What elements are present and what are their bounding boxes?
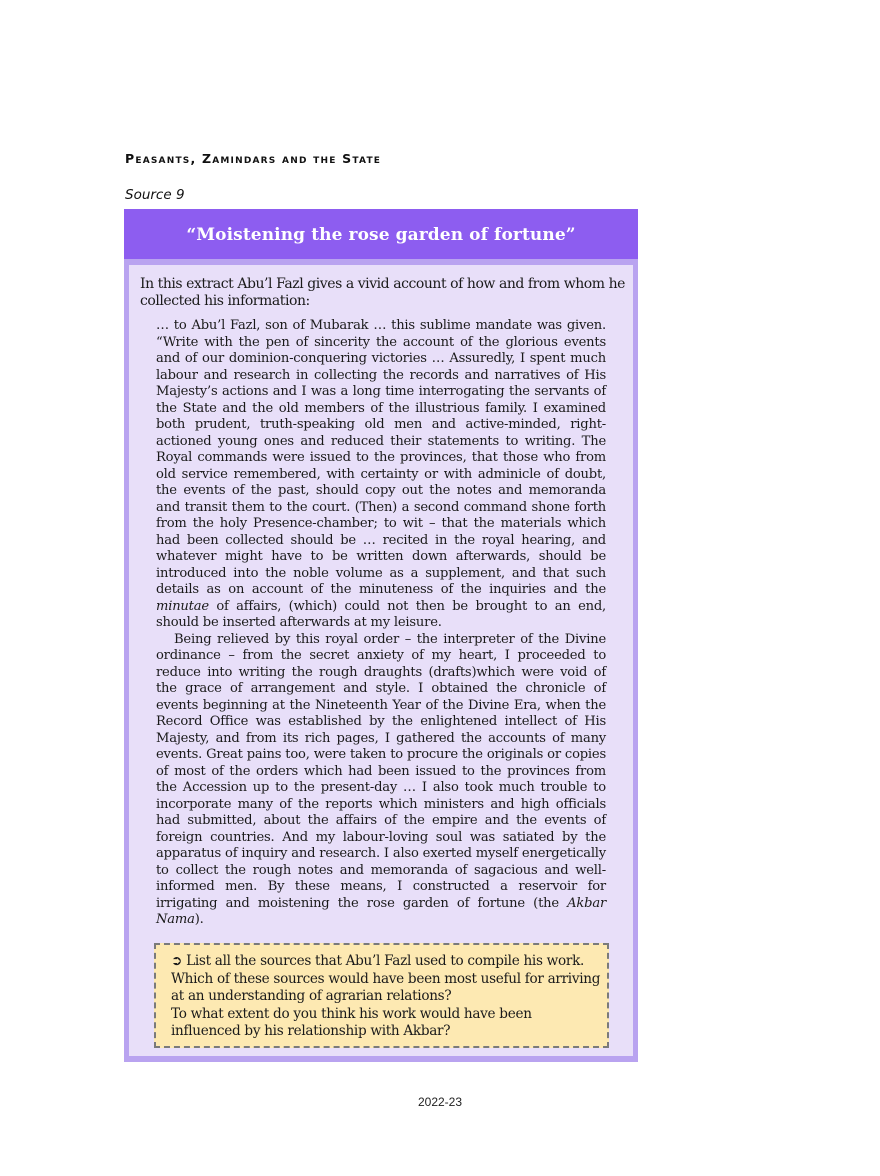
- intro-text: In this extract Abu’l Fazl gives a vivid account of how and from whom he collected his information:: [140, 276, 626, 309]
- source-box: [124, 209, 638, 1062]
- question-text: [171, 953, 601, 1041]
- emphasis-minutae: minutae: [156, 598, 209, 614]
- source-label: Source 9: [125, 187, 185, 203]
- arrow-icon: ➲: [171, 953, 183, 969]
- extract-paragraph-2: [156, 632, 606, 929]
- quoted-extract: [156, 318, 606, 929]
- paragraph-1-text-b: of affairs, (which) could not then be brought to an end, should be inserted afterwards at my leisure.: [156, 598, 607, 630]
- question-line-1: List all the sources that Abu’l Fazl used to compile his work. Which of these sources would have been most useful for arriving at an understanding of agrarian relations?: [171, 953, 601, 1004]
- running-head: Peasants, Zamindars and the State: [125, 151, 382, 166]
- emphasis-akbar-nama: Akbar Nama: [156, 895, 607, 927]
- question-line-2: To what extent do you think his work would have been influenced by his relationship with Akbar?: [171, 1005, 532, 1039]
- source-title: “Moistening the rose garden of fortune”: [124, 209, 638, 259]
- paragraph-2-text-b: ).: [194, 912, 204, 927]
- paragraph-2-text-a: Being relieved by this royal order – the interpreter of the Divine ordinance – from the secret anxiety of my heart, I proceeded to reduce into writing the rough draughts (drafts)which were void of the grace of arrangement and style. I obtained the chronicle of events beginning at the Nineteenth Year of the Divine Era, when the Record Office was established by the enlightened intellect of His Majesty, and from its rich pages, I gathered the accounts of many events. Great pains too, were taken to procure the originals or copies of most of the orders which had been issued to the provinces from the Accession up to the present-day … I also took much trouble to incorporate many of the reports which ministers and high officials had submitted, about the affairs of the empire and the events of foreign countries. And my labour-loving soul was satiated by the apparatus of inquiry and research. I also exerted myself energetically to collect the rough notes and memoranda of sagacious and well-informed men. By these means, I constructed a reservoir for irrigating and moistening the rose garden of fortune (the: [156, 631, 606, 911]
- page-number: 2022-23: [417, 1095, 463, 1109]
- extract-paragraph-1: [156, 318, 606, 632]
- question-box: [154, 943, 609, 1048]
- paragraph-1-text-a: … to Abu’l Fazl, son of Mubarak … this sublime mandate was given. “Write with the pen of sincerity the account of the glorious events and of our dominion-conquering victories … Assuredly, I spent much labour and research in collecting the records and narratives of His Majesty’s actions and I was a long time interrogating the servants of the State and the old members of the illustrious family. I examined both prudent, truth-speaking old men and active-minded, right-actioned young ones and reduced their statements to writing. The Royal commands were issued to the provinces, that those who from old service remembered, with certainty or with adminicle of doubt, the events of the past, should copy out the notes and memoranda and transit them to the court. (Then) a second command shone forth from the holy Presence-chamber; to wit – that the materials which had been collected should be … recited in the royal hearing, and whatever might have to be written down afterwards, should be introduced into the noble volume as a supplement, and that such details as on account of the minuteness of the inquiries and the: [156, 318, 606, 597]
- source-body: [129, 265, 633, 1056]
